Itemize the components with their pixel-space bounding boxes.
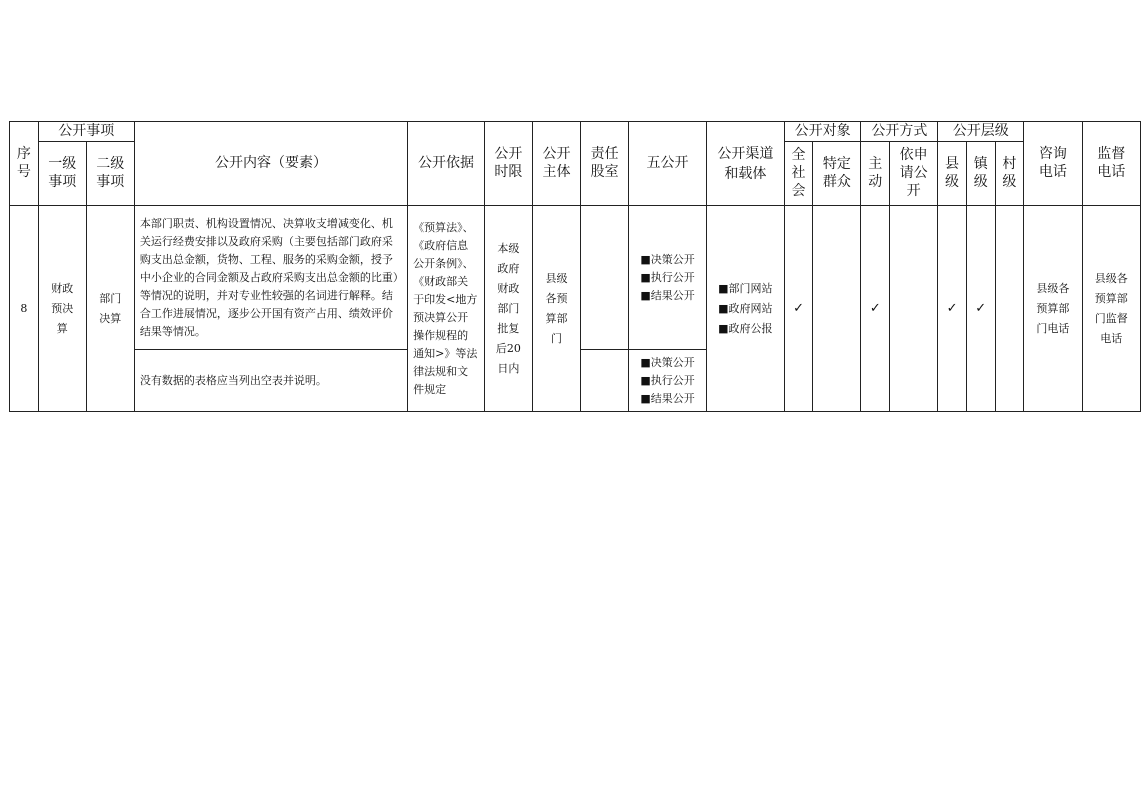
five-open-list-1 xyxy=(640,251,694,305)
header-specific-label: 特定群众 xyxy=(822,156,851,190)
header-item-group: 公开事项 xyxy=(38,122,134,142)
cell-consult xyxy=(1024,206,1082,412)
cell-subject xyxy=(532,206,580,412)
cell-specific xyxy=(813,206,861,412)
five-open-1-item: ■执行公开 xyxy=(640,270,695,284)
header-county-label: 县级 xyxy=(945,156,960,190)
cell-county: ✓ xyxy=(938,206,967,412)
five-open-1-item: ■结果公开 xyxy=(640,288,695,302)
channel-list xyxy=(718,279,772,339)
header-time-limit-label: 公开时限 xyxy=(494,146,523,180)
cell-level2 xyxy=(86,206,134,412)
cell-channel xyxy=(706,206,784,412)
header-level2 xyxy=(86,142,134,206)
header-basis: 公开依据 xyxy=(408,122,485,206)
header-town-label: 镇级 xyxy=(973,156,988,190)
header-object-group: 公开对象 xyxy=(784,122,861,142)
cell-five-open-1 xyxy=(629,206,707,350)
five-open-2-item: ■决策公开 xyxy=(640,355,695,369)
header-specific xyxy=(813,142,861,206)
header-subject-label: 公开主体 xyxy=(542,146,571,180)
cell-time-limit xyxy=(484,206,532,412)
cell-consult-text: 县级各预算部门电话 xyxy=(1036,281,1070,335)
five-open-list-2 xyxy=(640,354,694,408)
cell-town: ✓ xyxy=(966,206,995,412)
five-open-2-item: ■结果公开 xyxy=(640,391,695,405)
header-all-society xyxy=(784,142,813,206)
cell-active: ✓ xyxy=(861,206,890,412)
header-time-limit xyxy=(484,122,532,206)
header-consult-label: 咨询电话 xyxy=(1038,146,1067,180)
header-channel xyxy=(706,122,784,206)
header-level1 xyxy=(38,142,86,206)
cell-seq: 8 xyxy=(10,206,39,412)
header-office-label: 责任股室 xyxy=(590,146,619,180)
header-village-label: 村级 xyxy=(1002,156,1017,190)
header-consult xyxy=(1024,122,1082,206)
header-seq-label: 序号 xyxy=(16,146,31,180)
cell-level1-text: 财政预决算 xyxy=(51,281,74,335)
cell-content-main: 本部门职责、机构设置情况、决算收支增减变化、机关运行经费安排以及政府采购（主要包括部门政府采购支出总金额，货物、工程、服务的采购金额，授予中小企业的合同金额及占政府采购支出总金额的比重）等情况的说明，并对专业性较强的名词进行解释。结合工作进展情况，逐步公开国有资产占用、绩效评价结果等情况。 xyxy=(134,206,407,350)
header-active xyxy=(861,142,890,206)
cell-office xyxy=(581,206,629,350)
header-on-request xyxy=(890,142,938,206)
header-level2-label: 二级事项 xyxy=(96,156,125,190)
header-supervise-label: 监督电话 xyxy=(1097,146,1126,180)
cell-level2-text: 部门决算 xyxy=(99,291,122,325)
cell-level1 xyxy=(38,206,86,412)
cell-content-extra: 没有数据的表格应当列出空表并说明。 xyxy=(134,350,407,412)
header-subject xyxy=(532,122,580,206)
cell-five-open-2 xyxy=(629,350,707,412)
header-all-society-label: 全社会 xyxy=(791,147,806,199)
header-level1-label: 一级事项 xyxy=(48,156,77,190)
cell-office-2 xyxy=(581,350,629,412)
header-five-open: 五公开 xyxy=(629,122,707,206)
header-county xyxy=(938,142,967,206)
cell-village xyxy=(995,206,1024,412)
five-open-1-item: ■决策公开 xyxy=(640,252,695,266)
channel-item: ■政府公报 xyxy=(718,321,773,335)
cell-all-society: ✓ xyxy=(784,206,813,412)
cell-supervise-text: 县级各预算部门监督电话 xyxy=(1094,271,1128,345)
cell-time-limit-text: 本级政府财政部门批复后20日内 xyxy=(495,241,521,375)
header-mode-group: 公开方式 xyxy=(861,122,938,142)
header-level-group: 公开层级 xyxy=(938,122,1024,142)
cell-on-request xyxy=(890,206,938,412)
header-office xyxy=(581,122,629,206)
header-seq xyxy=(10,122,39,206)
header-active-label: 主动 xyxy=(868,156,883,190)
five-open-2-item: ■执行公开 xyxy=(640,373,695,387)
cell-basis: 《预算法》、《政府信息公开条例》、《财政部关于印发<地方预决算公开操作规程的通知>》等法律法规和文件规定 xyxy=(408,206,485,412)
header-supervise xyxy=(1082,122,1140,206)
header-content: 公开内容（要素） xyxy=(134,122,407,206)
cell-supervise xyxy=(1082,206,1140,412)
header-on-request-label: 依申请公开 xyxy=(899,147,928,199)
header-town xyxy=(966,142,995,206)
channel-item: ■部门网站 xyxy=(718,281,773,295)
header-channel-label: 公开渠道和载体 xyxy=(717,145,774,182)
cell-subject-text: 县级各预算部门 xyxy=(545,271,568,345)
disclosure-table xyxy=(9,121,1141,412)
header-village xyxy=(995,142,1024,206)
channel-item: ■政府网站 xyxy=(718,301,773,315)
